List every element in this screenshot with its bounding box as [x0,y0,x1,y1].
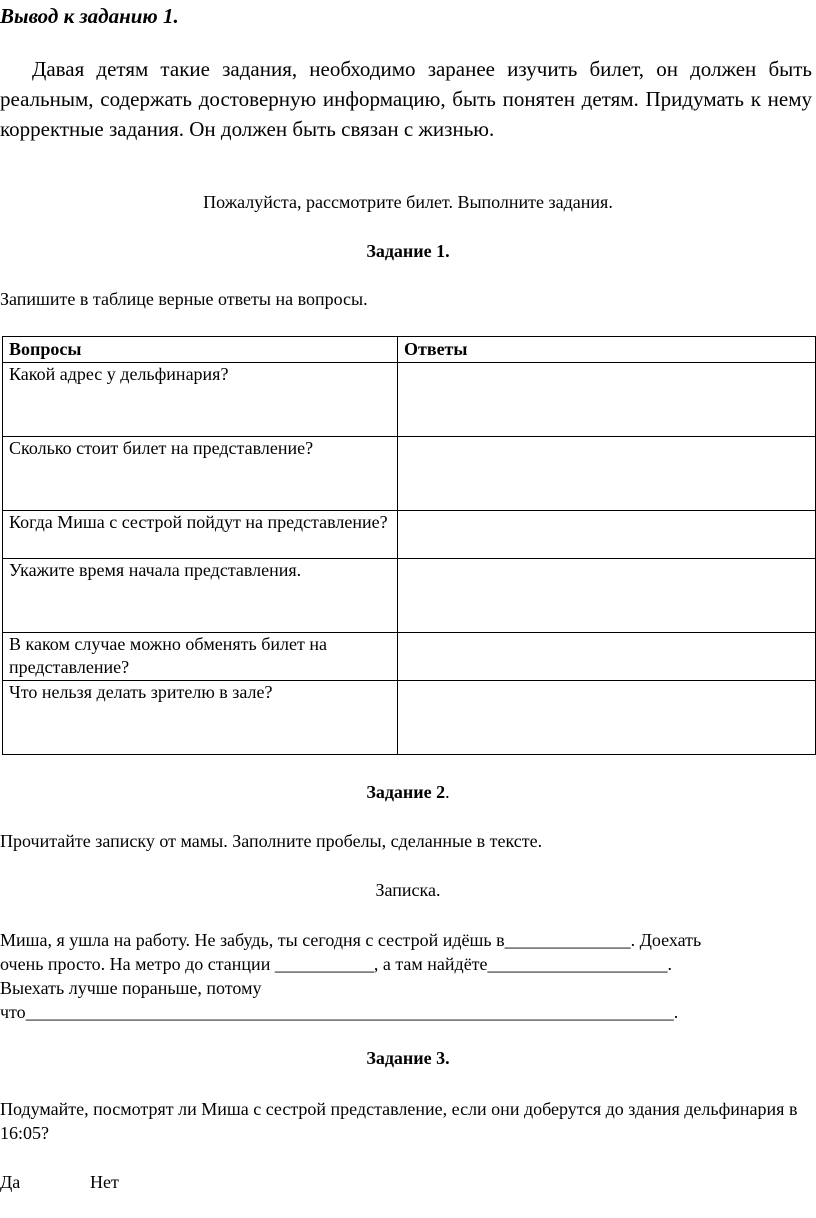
note-text: . [673,1002,679,1022]
task1-title: Задание 1. [366,241,450,261]
answer-cell[interactable] [398,363,816,437]
task2-title [0,782,816,803]
note-text: что [0,1002,26,1022]
table-row [3,511,816,559]
question-cell: Когда Миша с сестрой пойдут на представление? [3,511,398,559]
conclusion-title: Вывод к заданию 1. [0,4,179,28]
answer-no-option[interactable]: Нет [90,1172,119,1192]
note-text: , а там найдёте [373,954,488,974]
instruction-text: Пожалуйста, рассмотрите билет. Выполните задания. [203,192,613,212]
note-line-2 [0,952,816,976]
note-line-3 [0,976,816,1000]
question-cell: Что нельзя делать зрителю в зале? [3,681,398,755]
table-row [3,681,816,755]
question-cell: В каком случае можно обменять билет на представление? [3,633,398,681]
question-cell: Укажите время начала представления. [3,559,398,633]
task2-title-dot: . [445,782,450,802]
table-row [3,559,816,633]
answers-table [2,336,816,755]
note-line-4 [0,1000,816,1024]
task2-prompt: Прочитайте записку от мамы. Заполните пробелы, сделанные в тексте. [0,831,543,851]
note-text: Миша, я ушла на работу. Не забудь, ты сегодня с сестрой идёшь в [0,930,505,950]
note-title: Записка. [375,880,441,900]
answer-cell[interactable] [398,437,816,511]
answer-cell[interactable] [398,559,816,633]
questions-header: Вопросы [3,337,398,363]
mom-note [0,928,816,1024]
answer-cell[interactable] [398,681,816,755]
note-text: . [667,954,673,974]
task1-prompt: Запишите в таблице верные ответы на вопросы. [0,289,368,309]
blank-place-field[interactable]: ______________ [504,930,631,950]
note-text: очень просто. На метро до станции [0,954,275,974]
note-text: Выехать лучше пораньше, потому [0,978,262,998]
question-cell: Сколько стоит билет на представление? [3,437,398,511]
table-row [3,437,816,511]
task3-prompt: Подумайте, посмотрят ли Миша с сестрой представление, если они доберутся до здания дельфинария в 16:05? [0,1099,798,1143]
question-cell: Какой адрес у дельфинария? [3,363,398,437]
answer-yes-option[interactable]: Да [0,1172,21,1192]
table-row [3,363,816,437]
blank-station-field[interactable]: ___________ [274,954,374,974]
answers-header: Ответы [398,337,816,363]
table-header-row [3,337,816,363]
note-line-1 [0,928,816,952]
task3-title: Задание 3. [366,1048,450,1068]
conclusion-text: Давая детям такие задания, необходимо заранее изучить билет, он должен быть реальным, содержать достоверную информацию, быть понятен детям. Придумать к нему корректные задания. Он должен быть связан с жизнью. [0,57,812,141]
note-text: . Доехать [630,930,702,950]
table-row [3,633,816,681]
blank-find-field[interactable]: ____________________ [487,954,668,974]
answer-cell[interactable] [398,633,816,681]
answer-cell[interactable] [398,511,816,559]
blank-reason-field[interactable]: ________________________________________________________________________ [25,1002,674,1022]
task2-title-text: Задание 2 [366,782,446,802]
